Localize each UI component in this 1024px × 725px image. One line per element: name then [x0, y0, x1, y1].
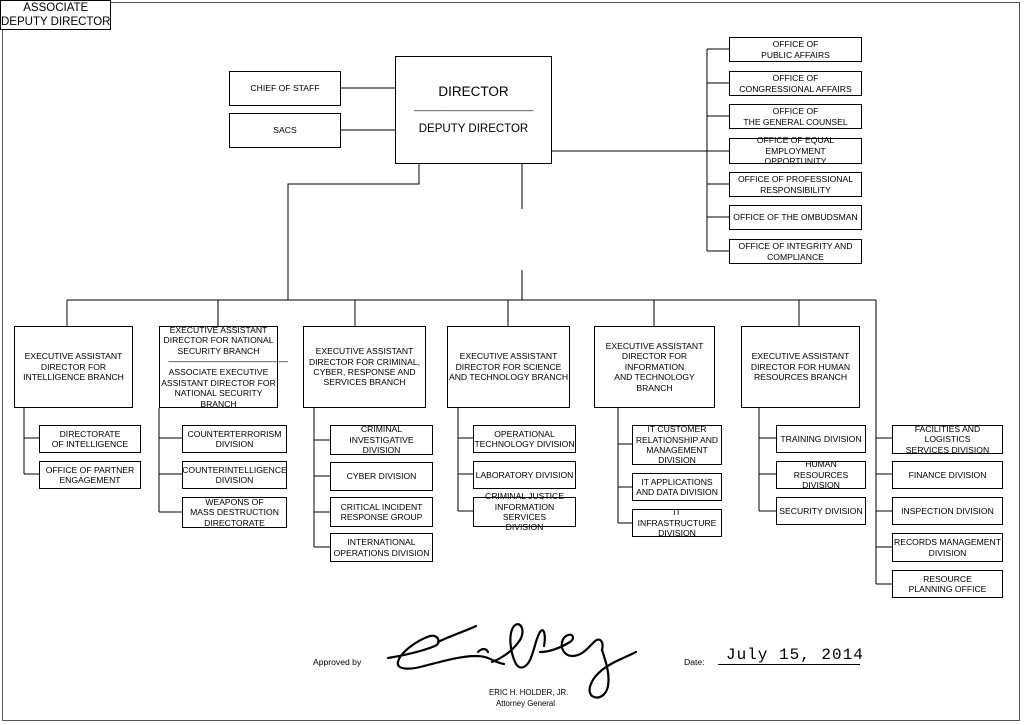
branch-box: EXECUTIVE ASSISTANT DIRECTOR FOR INFORMATION AND TECHNOLOGY BRANCH: [594, 326, 715, 408]
division-box: INTERNATIONAL OPERATIONS DIVISION: [330, 533, 433, 562]
division-box: RESOURCE PLANNING OFFICE: [892, 570, 1003, 598]
office-box: OFFICE OF PROFESSIONAL RESPONSIBILITY: [729, 172, 862, 197]
division-box: RECORDS MANAGEMENT DIVISION: [892, 533, 1003, 562]
signer-name: ERIC H. HOLDER, JR.: [489, 688, 569, 697]
division-box: OPERATIONAL TECHNOLOGY DIVISION: [473, 425, 576, 453]
division-box: HUMAN RESOURCES DIVISION: [776, 461, 866, 489]
division-box: LABORATORY DIVISION: [473, 461, 576, 489]
division-box: CRITICAL INCIDENT RESPONSE GROUP: [330, 497, 433, 527]
office-box: OFFICE OF INTEGRITY AND COMPLIANCE: [729, 239, 862, 264]
branch-box: [159, 325, 288, 409]
division-box: WEAPONS OF MASS DESTRUCTION DIRECTORATE: [182, 497, 287, 528]
branch-box: EXECUTIVE ASSISTANT DIRECTOR FOR CRIMINAL, CYBER, RESPONSE AND SERVICES BRANCH: [303, 326, 426, 408]
division-box: FINANCE DIVISION: [892, 461, 1003, 489]
branch-separator: ——————————————: [168, 356, 288, 367]
director-separator: ——————————————: [414, 104, 533, 115]
signer-role: Attorney General: [496, 699, 555, 708]
branch-subtitle: ASSOCIATE EXECUTIVE ASSISTANT DIRECTOR FOR NATIONAL SECURITY BRANCH: [161, 367, 276, 409]
date-line: [718, 664, 860, 665]
division-box: IT INFRASTRUCTURE DIVISION: [632, 509, 722, 537]
office-box: OFFICE OF THE GENERAL COUNSEL: [729, 104, 862, 129]
division-box: IT APPLICATIONS AND DATA DIVISION: [632, 473, 722, 501]
division-box: COUNTERINTELLIGENCE DIVISION: [182, 461, 287, 489]
division-box: IT CUSTOMER RELATIONSHIP AND MANAGEMENT DIVISION: [632, 425, 722, 465]
office-box: OFFICE OF THE OMBUDSMAN: [729, 205, 862, 230]
date-value: July 15, 2014: [726, 646, 864, 664]
division-box: CYBER DIVISION: [330, 462, 433, 491]
division-box: FACILITIES AND LOGISTICS SERVICES DIVISION: [892, 425, 1003, 454]
associate-deputy-director-box: ASSOCIATE DEPUTY DIRECTOR: [1, 2, 111, 28]
date-label: Date:: [684, 657, 705, 667]
chief-of-staff-box: CHIEF OF STAFF: [229, 71, 341, 106]
division-box: DIRECTORATE OF INTELLIGENCE: [39, 425, 141, 453]
office-box: OFFICE OF CONGRESSIONAL AFFAIRS: [729, 71, 862, 96]
office-box: OFFICE OF PUBLIC AFFAIRS: [729, 37, 862, 62]
branch-box: EXECUTIVE ASSISTANT DIRECTOR FOR SCIENCE AND TECHNOLOGY BRANCH: [447, 326, 570, 408]
division-box: CRIMINAL JUSTICE INFORMATION SERVICES DIVISION: [473, 497, 576, 527]
branch-box: EXECUTIVE ASSISTANT DIRECTOR FOR HUMAN RESOURCES BRANCH: [741, 326, 860, 408]
approved-by-label: Approved by: [313, 657, 362, 667]
division-box: OFFICE OF PARTNER ENGAGEMENT: [39, 461, 141, 489]
division-box: COUNTERTERRORISM DIVISION: [182, 425, 287, 453]
division-box: INSPECTION DIVISION: [892, 497, 1003, 525]
division-box: TRAINING DIVISION: [776, 425, 866, 453]
branch-title: EXECUTIVE ASSISTANT DIRECTOR FOR NATIONAL SECURITY BRANCH: [163, 325, 274, 356]
division-box: SECURITY DIVISION: [776, 497, 866, 525]
sacs-box: SACS: [229, 113, 341, 148]
branch-box: EXECUTIVE ASSISTANT DIRECTOR FOR INTELLIGENCE BRANCH: [14, 326, 133, 408]
office-box: OFFICE OF EQUAL EMPLOYMENT OPPORTUNITY: [729, 138, 862, 164]
director-box: [395, 56, 552, 164]
director-title: DIRECTOR: [438, 83, 509, 99]
deputy-director-title: DEPUTY DIRECTOR: [418, 122, 529, 135]
division-box: CRIMINAL INVESTIGATIVE DIVISION: [330, 425, 433, 455]
